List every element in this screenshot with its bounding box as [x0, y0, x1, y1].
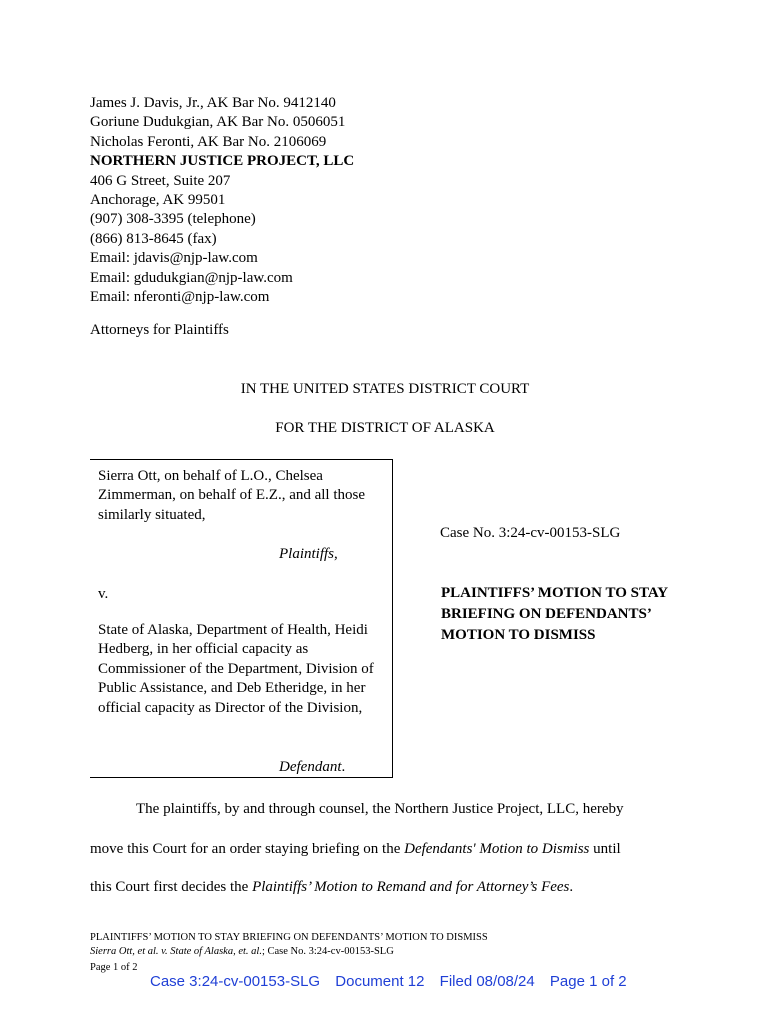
motion-title: PLAINTIFFS’ MOTION TO STAY BRIEFING ON DEFENDANTS’ MOTION TO DISMISS — [441, 585, 668, 643]
body-line-3 — [90, 879, 573, 896]
attorney-line: James J. Davis, Jr., AK Bar No. 9412140 — [90, 95, 336, 111]
footer-case-number: ; Case No. 3:24-cv-00153-SLG — [261, 946, 394, 957]
body-text: this Court first decides the — [90, 879, 253, 895]
attorney-line: Nicholas Feronti, AK Bar No. 2106069 — [90, 133, 327, 150]
address-line: 406 G Street, Suite 207 — [90, 172, 231, 189]
address-line: Anchorage, AK 99501 — [90, 192, 226, 209]
body-emphasis: Plaintiffs’ Motion to Remand and for Attorney’s Fees — [252, 879, 570, 895]
defendant-role — [279, 758, 345, 777]
body-line-2 — [90, 841, 621, 858]
versus: v. — [98, 586, 109, 602]
defendant-punct: . — [341, 759, 346, 775]
footer-case — [90, 945, 394, 959]
body-line-1: The plaintiffs, by and through counsel, the Northern Justice Project, LLC, hereby — [136, 801, 624, 817]
email-line: Email: gdudukgian@njp-law.com — [90, 269, 293, 286]
attorney-line: Goriune Dudukgian, AK Bar No. 0506051 — [90, 114, 346, 131]
ecf-case: Case 3:24-cv-00153-SLG — [150, 973, 321, 990]
body-text: . — [569, 879, 574, 895]
plaintiffs-label: Plaintiffs — [279, 546, 335, 562]
court-district: FOR THE DISTRICT OF ALASKA — [275, 420, 495, 436]
ecf-filed: Filed 08/08/24 — [439, 973, 535, 990]
email-line: Email: nferonti@njp-law.com — [90, 289, 270, 306]
footer-page: Page 1 of 2 — [90, 962, 138, 973]
ecf-stamp — [150, 973, 638, 990]
body-text: until — [589, 841, 621, 857]
plaintiffs-punct: , — [334, 546, 338, 562]
body-emphasis: Defendants' Motion to Dismiss — [404, 841, 590, 857]
ecf-page: Page 1 of 2 — [549, 973, 627, 990]
plaintiffs-names: Sierra Ott, on behalf of L.O., Chelsea Zimmerman, on behalf of E.Z., and all those similarly situated, — [98, 468, 366, 523]
phone-line: (907) 308-3395 (telephone) — [90, 211, 256, 228]
email-line: Email: jdavis@njp-law.com — [90, 250, 258, 267]
ecf-document: Document 12 — [335, 973, 425, 990]
footer-case-name: Sierra Ott, et al. v. State of Alaska, et. al. — [90, 946, 262, 957]
court-name: IN THE UNITED STATES DISTRICT COURT — [240, 381, 530, 397]
firm-name: NORTHERN JUSTICE PROJECT, LLC — [90, 153, 355, 170]
footer-title: PLAINTIFFS’ MOTION TO STAY BRIEFING ON DEFENDANTS’ MOTION TO DISMISS — [90, 932, 488, 943]
body-text: move this Court for an order staying briefing on the — [90, 841, 405, 857]
case-number: Case No. 3:24-cv-00153-SLG — [440, 525, 621, 541]
fax-line: (866) 813-8645 (fax) — [90, 230, 217, 247]
defendant-label: Defendant — [279, 759, 342, 775]
plaintiffs-role — [279, 545, 338, 564]
attorney-block — [90, 94, 354, 307]
defendants-names: State of Alaska, Department of Health, Heidi Hedberg, in her official capacity as Commissioner of the Department, Division of Public Assistance, and Deb Etheridge, in her official capacity as Director of the Division, — [98, 622, 374, 716]
attorneys-for: Attorneys for Plaintiffs — [90, 322, 229, 338]
